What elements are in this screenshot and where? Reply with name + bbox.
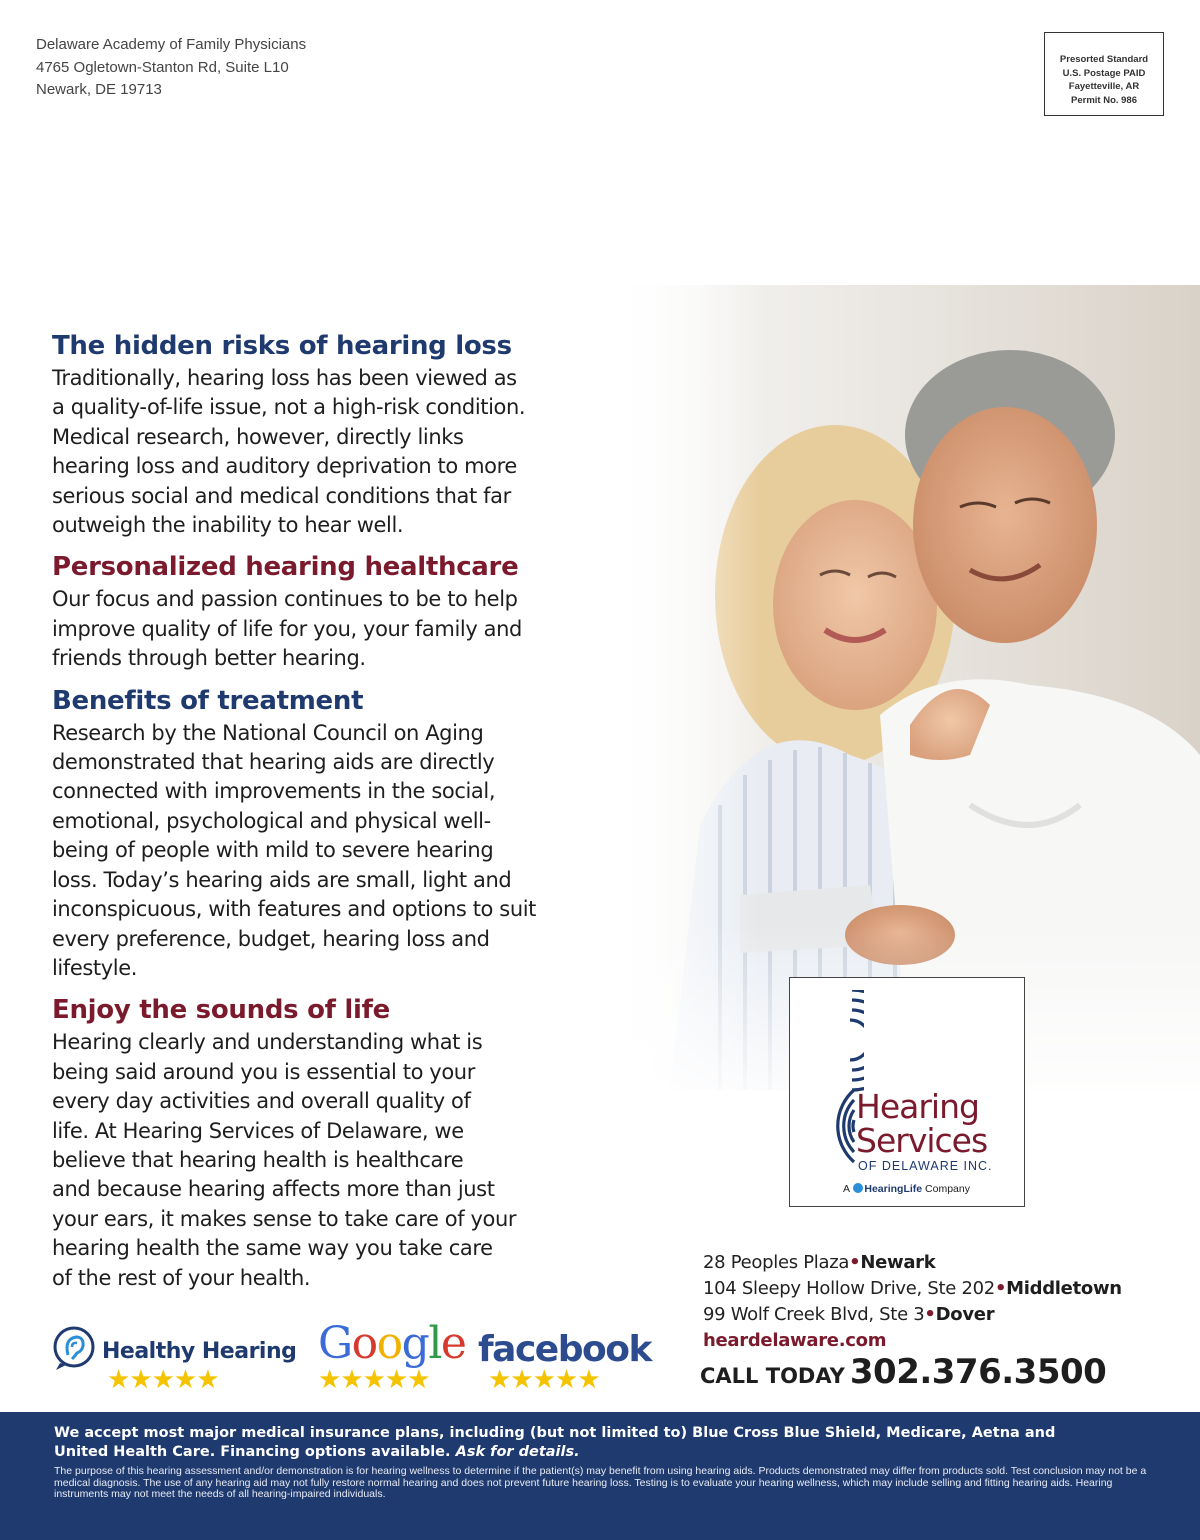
postage-line: Permit No. 986 [1071,94,1137,106]
call-today-label: CALL TODAY [700,1364,845,1388]
healthy-hearing-stars: ★★★★★ [107,1365,219,1395]
return-address-line: Newark, DE 19713 [36,81,162,98]
healthy-hearing-badge [52,1325,297,1395]
section-body-enjoy: Hearing clearly and understanding what is being said around you is essential to your every day activities and overall quality of life. At Hearing Services of Delaware, we believe that hearing health is healthcare and because hearing affects more than just your ears, it makes sense to take care of your hearing health the same way you take care of the rest of your health. [52,1030,517,1290]
facebook-wordmark: facebook [478,1329,651,1370]
logo-tagline: A HearingLife Company [843,1183,970,1195]
hearing-services-logo [789,977,1025,1207]
insurance-notice: We accept most major medical insurance plans, including (but not limited to) Blue Cross Blue Shield, Medicare, Aetna and United Health Care. Financing options available. Ask for details. [54,1425,1056,1460]
section-body-personalized: Our focus and passion continues to be to help improve quality of life for you, your family and friends through better hearing. [52,587,522,671]
footer-band [0,1412,1200,1540]
section-body-benefits: Research by the National Council on Aging demonstrated that hearing aids are directly connected with improvements in the social, emotional, psychological and physical well- being of people with mild to severe hearing loss. Today’s hearing aids are small, light and inconspicuous, with features and options to suit every preference, budget, hearing loss and lifestyle. [52,720,537,980]
postage-indicia [1044,32,1164,116]
postage-line: Presorted Standard [1059,54,1149,65]
google-badge [318,1318,466,1395]
logo-text-hearing: Hearing [856,1087,979,1126]
section-heading-hidden-risks: The hidden risks of hearing loss [52,331,512,361]
facebook-stars: ★★★★★ [488,1365,600,1395]
postage-line: U.S. Postage PAID [1062,67,1146,79]
section-heading-benefits: Benefits of treatment [52,685,364,716]
ear-icon [52,1325,96,1371]
healthy-hearing-label: Healthy Hearing [102,1339,297,1364]
call-today [700,1352,1106,1392]
sound-wave-logo-icon [804,990,864,1165]
section-body-hidden-risks: Traditionally, hearing loss has been viewed as a quality-of-life issue, not a high-risk condition. Medical research, however, directly links hearing loss and auditory deprivation to more serious social and medical conditions that far outweigh the inability to hear well. [52,366,526,538]
body-copy [52,328,622,1302]
location-newark: 28 Peoples Plaza•Newark [703,1252,936,1273]
section-heading-personalized: Personalized hearing healthcare [52,552,519,583]
location-middletown: 104 Sleepy Hollow Drive, Ste 202•Middletown [703,1278,1122,1299]
couple-photo [610,285,1200,1090]
google-wordmark: Google [318,1318,466,1369]
google-stars: ★★★★★ [318,1365,430,1395]
location-dover: 99 Wolf Creek Blvd, Ste 3•Dover [703,1304,995,1325]
phone-number[interactable]: 302.376.3500 [849,1352,1107,1392]
section-heading-enjoy: Enjoy the sounds of life [52,995,390,1026]
hearinglife-dot-icon [853,1183,863,1193]
couple-photo-illustration [610,285,1200,1090]
logo-text-delaware: OF DELAWARE INC. [858,1159,993,1173]
locations [703,1250,1122,1354]
return-address-line: Delaware Academy of Family Physicians [36,36,307,53]
postage-line: Fayetteville, AR [1068,81,1140,92]
return-address [36,34,306,102]
disclaimer: The purpose of this hearing assessment and/or demonstration is for hearing wellness to determine if the patient(s) may benefit from using hearing aids. Products demonstrated may differ from products sold. Test conclusion may not be a medical diagnosis. The use of any hearing aid may not fully restore normal hearing and does not prevent future hearing loss. Testing is to evaluate your hearing wellness, which may include selling and fitting hearing aids. Hearing instruments may not meet the needs of all hearing-impaired individuals. [54,1465,1147,1500]
logo-text-services: Services [856,1121,988,1160]
facebook-badge [478,1329,651,1395]
website-link[interactable]: heardelaware.com [703,1330,887,1351]
return-address-line: 4765 Ogletown-Stanton Rd, Suite L10 [36,58,289,76]
